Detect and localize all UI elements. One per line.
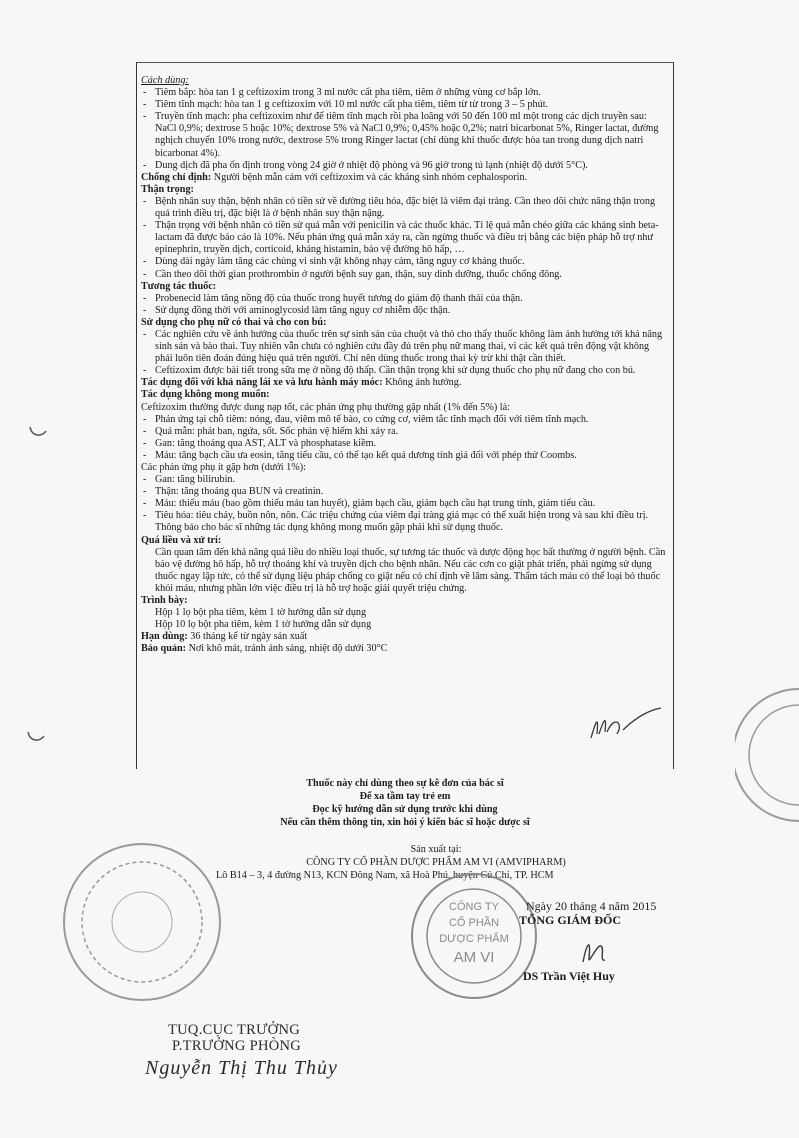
usage-item: - Truyền tĩnh mạch: pha ceftizoxim như để tiêm tĩnh mạch rồi pha loãng với 50 đến 100 ml một trong các dịch truyền sau: NaCl 0,9%; dextrose 5 hoặc 10%; dextrose 5% và NaCl 0,9%; 0,45% hoặc 0,2%; natri bicarbonat 5%, Ringer lactat, đường nghịch chuyển 10% trong nước, dextrose 5% trong Ringer lactat (chỉ dùng khi thuốc được hòa tan trong dung dịch natri bicarbonat 4%).: [141, 111, 667, 159]
manufacturer-label: Sản xuất tại:: [410, 844, 462, 855]
notice-line: Đọc kỹ hướng dẫn sử dụng trước khi dùng: [312, 804, 498, 815]
overdose-heading: Quá liều và xử trí:: [141, 534, 222, 546]
presentation-item: Hộp 1 lọ bột pha tiêm, kèm 1 tờ hướng dẫn sử dụng: [155, 607, 367, 619]
side-effects-rare-intro: Các phản ứng phụ ít gặp hơn (dưới 1%):: [141, 462, 306, 473]
usage-item: - Tiêm tĩnh mạch: hòa tan 1 g ceftizoxim với 10 ml nước cất pha tiêm, tiêm từ từ trong 3 – 5 phút.: [141, 99, 667, 111]
side-effects-intro: Ceftizoxim thường được dung nạp tốt, các phản ứng phụ thường gặp nhất (1% đến 5%) là:: [141, 401, 510, 413]
side-effect-rare-item: - Gan: tăng bilirubin.: [141, 474, 667, 486]
caution-item: - Dùng dài ngày làm tăng các chủng vi sinh vật không nhạy cảm, tăng nguy cơ kháng thuốc.: [141, 256, 667, 268]
side-effect-common-item: - Phản ứng tại chỗ tiêm: nóng, đau, viêm mô tế bào, co cứng cơ, viêm tắc tĩnh mạch đối với tiêm tĩnh mạch.: [141, 414, 667, 426]
manufacturer-address: Lô B14 – 3, 4 đường N13, KCN Đông Nam, xã Hoà Phú, huyện Củ Chi, TP. HCM: [216, 870, 554, 881]
official-line1: TUQ.CỤC TRƯỞNG: [168, 1022, 300, 1038]
stamp-line2: CỔ PHẦN: [448, 917, 500, 929]
storage-heading: Bảo quản:: [141, 643, 187, 655]
caution-heading: Thận trọng:: [141, 183, 194, 195]
binder-mark: [28, 425, 48, 439]
notice-line: Thuốc này chỉ dùng theo sự kê đơn của bác sĩ: [306, 778, 504, 789]
notice-line: Nếu cần thêm thông tin, xin hỏi ý kiến bác sĩ hoặc dược sĩ: [280, 817, 530, 828]
overdose-text: Cần quan tâm đến khả năng quá liều do nhiều loại thuốc, sự tương tác thuốc và dược động học bất thường ở người bệnh. Cần bảo vệ đường hô hấp, hỗ trợ thoáng khí và truyền dịch cho bệnh nhân. Nếu các cơn co giật phát triển, phải ngừng sử dụng thuốc ngay lập tức, có thể sử dụng liệu pháp chống co giật nếu có chỉ định về lâm sàng. Thẩm tách máu có thể loại bỏ thuốc khỏi máu, nhưng phần lớn việc điều trị là hỗ trợ hoặc giải quyết triệu chứng.: [155, 546, 666, 594]
storage-row: [141, 643, 667, 655]
side-effects-note: Thông báo cho bác sĩ những tác dụng không mong muốn gặp phải khi sử dụng thuốc.: [155, 522, 504, 534]
official-line2: P.TRƯỞNG PHÒNG: [172, 1038, 302, 1054]
side-effect-rare-item: - Thận: tăng thoáng qua BUN và creatinin.: [141, 486, 667, 498]
official-signature-name: Nguyễn Thị Thu Thủy: [145, 1057, 338, 1079]
usage-item: - Dung dịch đã pha ổn định trong vòng 24 giờ ở nhiệt độ phòng và 96 giờ trong tủ lạnh (nhiệt độ dưới 5°C).: [141, 160, 667, 172]
shelf-life-row: [141, 631, 667, 643]
side-effect-common-item: - Quá mẫn: phát ban, ngứa, sốt. Sốc phản vệ hiếm khi xảy ra.: [141, 426, 667, 438]
pregnancy-item: - Các nghiên cứu về ảnh hưởng của thuốc trên sự sinh sản của chuột và thỏ cho thấy thuốc không làm ảnh hưởng tới khả năng sinh sản và bào thai. Tuy nhiên vẫn chưa có nghiên cứu đầy đủ trên phụ nữ mang thai, vì các kết quả trên động vật không phải luôn tiên đoán đúng hiệu quả trên người. Chỉ nên dùng thuốc trong thai kỳ trừ khi thật cần thiết.: [141, 329, 667, 365]
side-effect-common-item: - Máu: tăng bạch cầu ưa eosin, tăng tiểu cầu, có thể tạo kết quả dương tính giả đối với phép thử Coombs.: [141, 450, 667, 462]
caution-item: - Bệnh nhân suy thận, bệnh nhân có tiền sử về đường tiêu hóa, đặc biệt là viêm đại tràng. Cần theo dõi chức năng thận trong quá trình điều trị, đặc biệt là ở bệnh nhân suy thận nặng.: [141, 196, 667, 220]
pregnancy-heading: Sử dụng cho phụ nữ có thai và cho con bú:: [141, 316, 327, 328]
contraindication-heading: Chống chỉ định:: [141, 171, 212, 183]
contraindication-row: [141, 172, 667, 184]
side-effects-heading: Tác dụng không mong muốn:: [141, 389, 270, 401]
shelf-life-heading: Hạn dùng:: [141, 631, 188, 643]
side-effect-common-item: - Gan: tăng thoáng qua AST, ALT và phosphatase kiềm.: [141, 438, 667, 450]
manufacturer-name: CÔNG TY CỔ PHẦN DƯỢC PHẨM AM VI (AMVIPHARM): [306, 857, 566, 868]
binder-mark: [26, 730, 46, 744]
interactions-heading: Tương tác thuốc:: [141, 280, 217, 292]
caution-item: - Thận trọng với bệnh nhân có tiền sử quá mẫn với penicilin và các thuốc khác. Tỉ lệ quá mẫn chéo giữa các kháng sinh beta-lactam đã được báo cáo là 10%. Nếu phản ứng quá mẫn xảy ra, cần ngừng thuốc và điều trị bằng các biện pháp hỗ trợ như epinephrin, truyền dịch, corticoid, kháng histamin, bảo vệ đường hô hấp, …: [141, 220, 667, 256]
driving-heading: Tác dụng đối với khả năng lái xe và lưu hành máy móc:: [141, 377, 383, 389]
stamp-line4: AM VI: [453, 949, 495, 966]
presentation-item: Hộp 10 lọ bột pha tiêm, kèm 1 tờ hướng dẫn sử dụng: [155, 619, 372, 631]
initials-signature: [585, 704, 665, 744]
stamp-line3: DƯỢC PHẨM: [439, 933, 509, 945]
director-signature: [575, 932, 615, 972]
signature-date: Ngày 20 tháng 4 năm 2015: [526, 899, 657, 913]
caution-item: - Cần theo dõi thời gian prothrombin ở người bệnh suy gan, thận, suy dinh dưỡng, thuốc chống đông.: [141, 269, 667, 281]
driving-text: Không ảnh hưởng.: [382, 377, 462, 389]
official-title: [168, 1022, 301, 1054]
document-body: [141, 75, 667, 656]
driving-row: [141, 377, 667, 389]
signature-name: DS Trần Việt Huy: [523, 969, 615, 983]
interaction-item: - Sử dụng đồng thời với aminoglycosid làm tăng nguy cơ nhiễm độc thận.: [141, 305, 667, 317]
side-effect-rare-item: - Máu: thiếu máu (bao gồm thiếu máu tan huyết), giảm bạch cầu, giảm bạch cầu hạt trung tính, giảm tiểu cầu.: [141, 498, 667, 510]
edge-stamp: [735, 685, 799, 825]
usage-heading: Cách dùng:: [141, 75, 189, 86]
company-stamp: [408, 870, 540, 1002]
storage-text: Nơi khô mát, tránh ánh sáng, nhiệt độ dưới 30°C: [186, 643, 388, 655]
side-effect-rare-item: - Tiêu hóa: tiêu chảy, buồn nôn, nôn. Các triệu chứng của viêm đại tràng giả mạc có thể xuất hiện trong và sau khi điều trị.: [141, 510, 667, 522]
interaction-item: - Probenecid làm tăng nồng độ của thuốc trong huyết tương do giảm độ thanh thải của thận.: [141, 293, 667, 305]
pregnancy-item: - Ceftizoxim được bài tiết trong sữa mẹ ở nồng độ thấp. Cần thận trọng khi sử dụng thuốc cho phụ nữ đang cho con bú.: [141, 365, 667, 377]
signature-title: TỔNG GIÁM ĐỐC: [519, 913, 621, 927]
usage-item: - Tiêm bắp: hòa tan 1 g ceftizoxim trong 3 ml nước cất pha tiêm, tiêm ở những vùng cơ bắp lớn.: [141, 87, 667, 99]
notice-line: Để xa tầm tay trẻ em: [359, 791, 451, 802]
contraindication-text: Người bệnh mẫn cảm với ceftizoxim và các kháng sinh nhóm cephalosporin.: [211, 171, 528, 183]
notices-block: [240, 777, 570, 829]
presentation-heading: Trình bày:: [141, 595, 188, 607]
ministry-stamp: [60, 840, 225, 1005]
shelf-life-text: 36 tháng kể từ ngày sản xuất: [187, 631, 308, 643]
stamp-line1: CÔNG TY: [449, 901, 499, 913]
